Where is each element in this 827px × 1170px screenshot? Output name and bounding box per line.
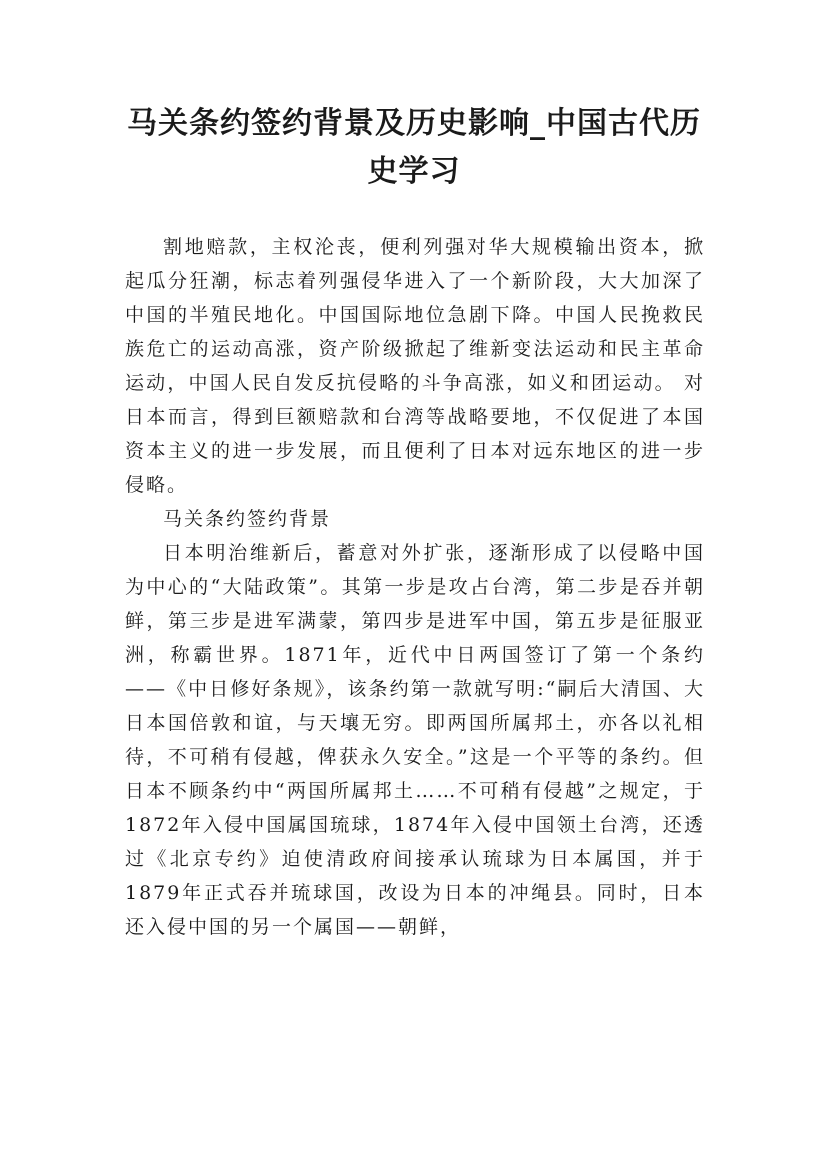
section-heading-background: 马关条约签约背景 xyxy=(163,508,332,530)
paragraph-impact: 割地赔款，主权沦丧，便利列强对华大规模输出资本，掀起瓜分狂潮，标志着列强侵华进入了一个新阶段，大大加深了中国的半殖民地化。中国国际地位急剧下降。中国人民挽救民族危亡的运动高涨，资产阶级掀起了维新变法运动和民主革命运动，中国人民自发反抗侵略的斗争高涨，如义和团运动。 对日本而言，得到巨额赔款和台湾等战略要地，不仅促进了本国资本主义的进一步发展，而且便利了日本对远东地区的进一步侵略。 xyxy=(125,236,705,496)
paragraph-background: 日本明治维新后，蓄意对外扩张，逐渐形成了以侵略中国为中心的“大陆政策”。其第一步是攻占台湾，第二步是吞并朝鲜，第三步是进军满蒙，第四步是进军中国，第五步是征服亚洲，称霸世界。1871年，近代中日两国签订了第一个条约——《中日修好条规》，该条约第一款就写明:“嗣后大清国、大日本国倍敦和谊，与天壤无穷。即两国所属邦土，亦各以礼相待，不可稍有侵越，俾获永久安全。”这是一个平等的条约。但日本不顾条约中“两国所属邦土……不可稍有侵越”之规定，于1872年入侵中国属国琉球，1874年入侵中国领土台湾，还透过《北京专约》迫使清政府间接承认琉球为日本属国，并于1879年正式吞并琉球国，改设为日本的冲绳县。同时，日本还入侵中国的另一个属国——朝鲜， xyxy=(125,542,705,938)
document-title: 马关条约签约背景及历史影响_中国古代历史学习 xyxy=(127,106,701,189)
document-body xyxy=(125,230,705,944)
